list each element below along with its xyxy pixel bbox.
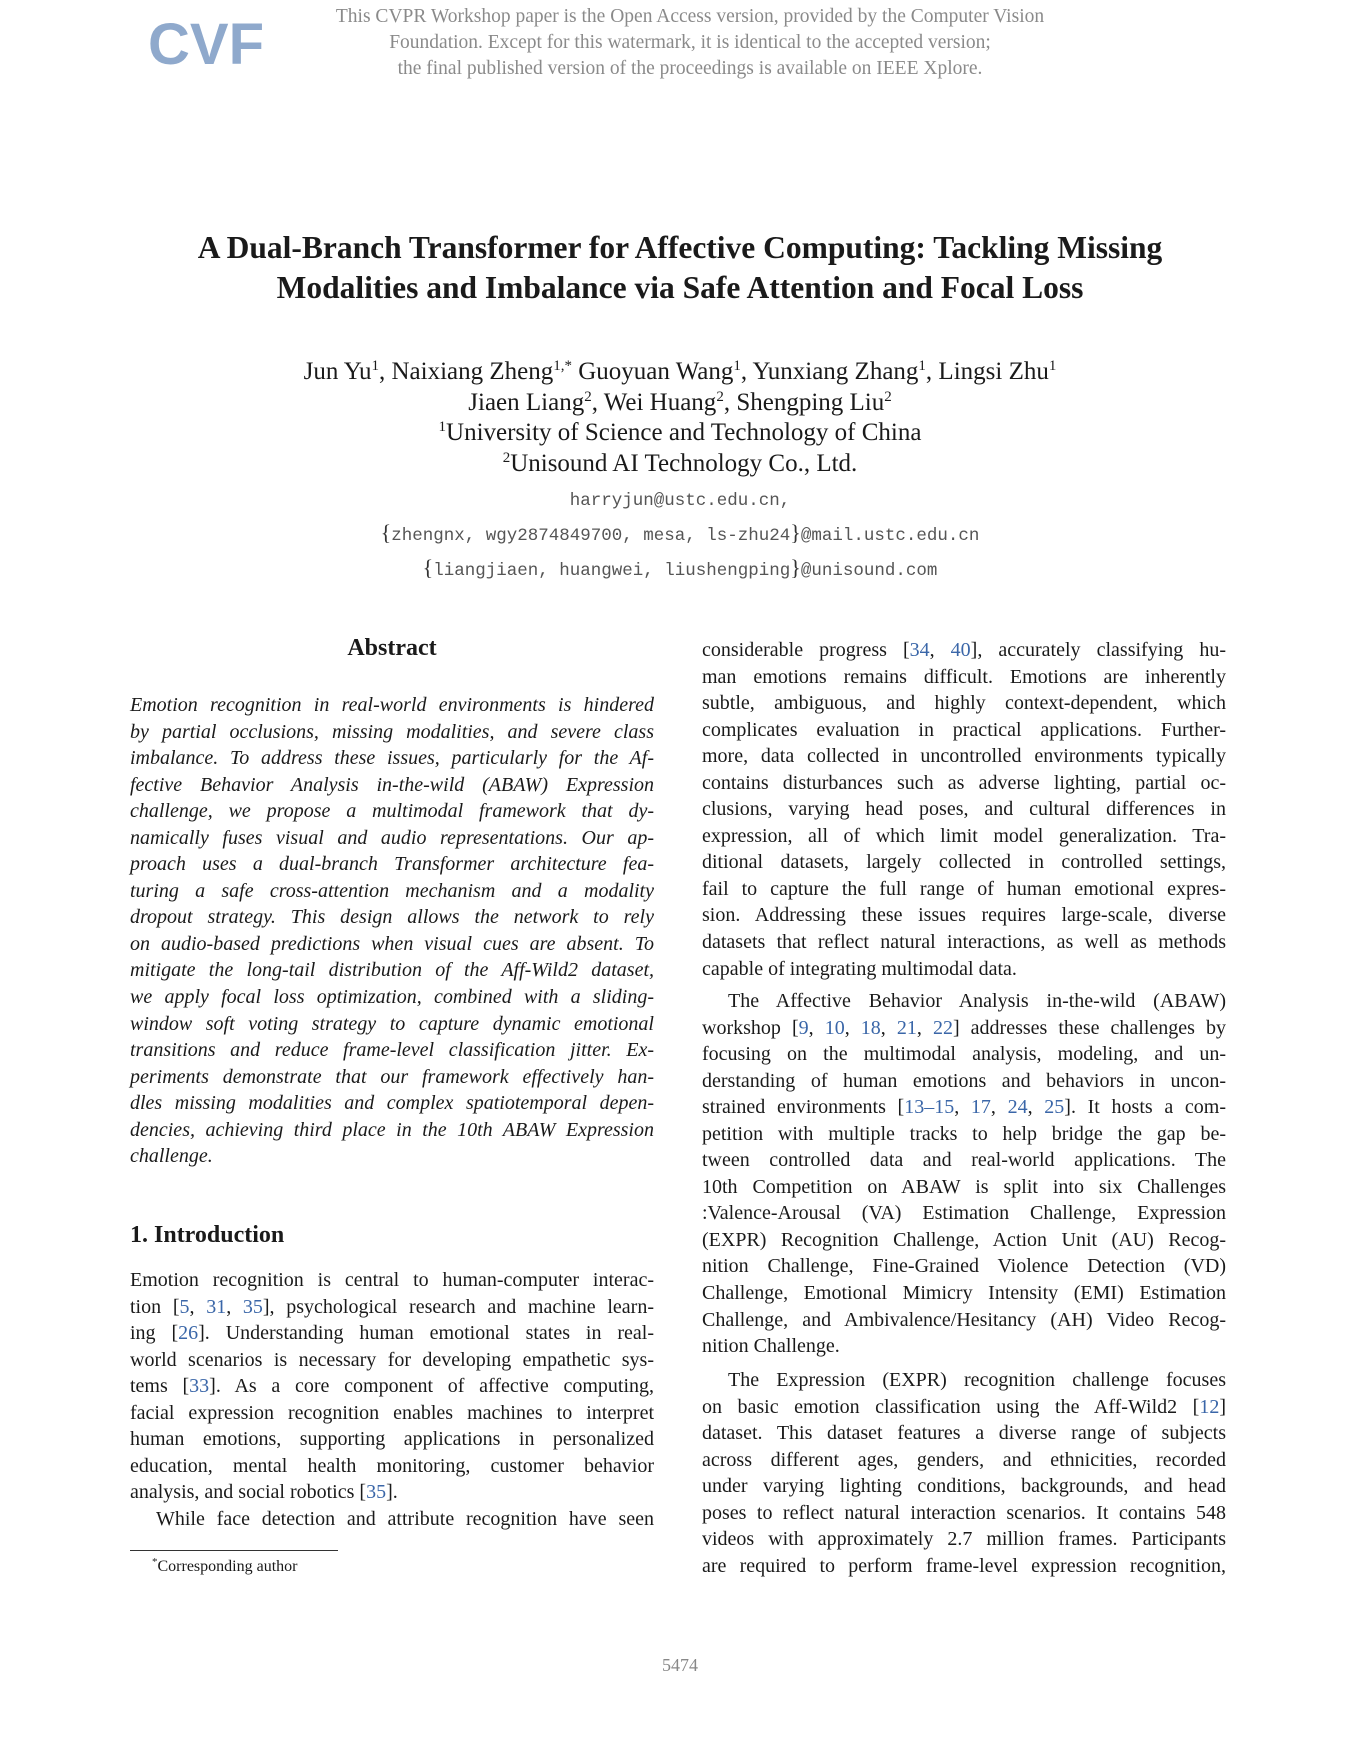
open-access-watermark: [260, 4, 1120, 82]
text-line: While face detection and attribute recognition have seen: [156, 1507, 654, 1530]
page-number: 5474: [662, 1655, 698, 1675]
email-line: {zhengnx, wgy2874849700, mesa, ls-zhu24}@mail.ustc.edu.cn: [380, 520, 980, 546]
text-line: education, mental health monitoring, customer behavior: [130, 1454, 654, 1477]
text-line: man emotions remains difficult. Emotions are inherently: [702, 665, 1226, 688]
email-domain: @mail.ustc.edu.cn: [800, 526, 980, 546]
text-line: mitigate the long-tail distribution of the Aff-Wild2 dataset,: [130, 959, 654, 982]
svg-text:CVF: CVF: [148, 12, 264, 77]
text-line: petition with multiple tracks to help bridge the gap be-: [702, 1122, 1226, 1145]
author-affil-sup: 1: [1048, 358, 1057, 374]
title-line: Modalities and Imbalance via Safe Attention and Focal Loss: [276, 270, 1084, 305]
citation-link[interactable]: 35: [242, 1295, 263, 1318]
text-line: window soft voting strategy to capture dynamic emotional: [130, 1012, 654, 1035]
text-line: poses to reflect natural interaction scenarios. It contains 548: [702, 1501, 1226, 1524]
author-affil-sup: 1: [918, 358, 926, 374]
author-affil-sup: 1: [371, 358, 379, 374]
right-paragraph-3: [702, 1367, 1226, 1579]
abstract-body: [130, 692, 654, 1170]
cvf-logo: [148, 12, 264, 78]
footnote: [152, 1556, 297, 1578]
text-line: workshop [9, 10, 18, 21, 22] addresses these challenges by: [702, 1016, 1227, 1039]
introduction-heading: 1. Introduction: [130, 1222, 285, 1248]
text-line: Emotion recognition in real-world environments is hindered: [130, 694, 654, 716]
citation-link[interactable]: 10: [824, 1016, 845, 1039]
affiliation-name: University of Science and Technology of China: [446, 419, 922, 446]
author-name: Jiaen Liang: [468, 389, 585, 416]
text-line: on basic emotion classification using the Aff-Wild2 [12]: [702, 1395, 1226, 1418]
text-line: turing a safe cross-attention mechanism and a modality: [130, 879, 654, 902]
text-line: imbalance. To address these issues, particularly for the Af-: [130, 747, 654, 770]
affiliation-name: Unisound AI Technology Co., Ltd.: [510, 450, 858, 477]
text-line: subtle, ambiguous, and highly context-dependent, which: [702, 692, 1226, 715]
text-line: focusing on the multimodal analysis, modeling, and un-: [702, 1043, 1226, 1066]
citation-link[interactable]: 24: [1007, 1096, 1028, 1119]
text-line: ditional datasets, largely collected in controlled settings,: [702, 851, 1226, 874]
text-line: dencies, achieving third place in the 10th ABAW Expression: [130, 1118, 654, 1141]
text-line: Challenge, Emotional Mimicry Intensity (EMI) Estimation: [702, 1282, 1226, 1305]
citation-link[interactable]: 13–15: [904, 1096, 955, 1119]
author-name: Jun Yu: [303, 358, 372, 385]
text-line: world scenarios is necessary for developing empathetic sys-: [130, 1348, 654, 1371]
author-name: Shengping Liu: [736, 389, 885, 416]
email-users: liangjiaen, huangwei, liushengping: [433, 561, 791, 581]
citation-link[interactable]: 31: [206, 1295, 227, 1318]
email-line: harryjun@ustc.edu.cn,: [569, 491, 791, 511]
abstract-heading: Abstract: [347, 635, 437, 661]
text-line: videos with approximately 2.7 million frames. Participants: [702, 1528, 1226, 1551]
text-line: :Valence-Arousal (VA) Estimation Challenge, Expression: [702, 1202, 1226, 1225]
watermark-line: This CVPR Workshop paper is the Open Access version, provided by the Computer Vision: [335, 6, 1045, 27]
email-line: {liangjiaen, huangwei, liushengping}@unisound.com: [422, 555, 938, 581]
author-name: Lingsi Zhu: [938, 358, 1049, 385]
author-name: Yunxiang Zhang: [752, 358, 919, 385]
introduction-body: [130, 1267, 654, 1532]
text-line: facial expression recognition enables machines to interpret: [130, 1401, 654, 1424]
affil-sup: 1: [438, 419, 447, 435]
text-line: by partial occlusions, missing modalities, and severe class: [130, 720, 654, 743]
text-line: nition Challenge.: [702, 1335, 840, 1358]
email-domain: @unisound.com: [800, 561, 938, 581]
affiliation-line: [0, 448, 1360, 479]
author-line: Jiaen Liang$^2$, Wei Huang$^2$, Shengping Liu$^2$: [468, 389, 892, 416]
author-affil-sup: 2: [884, 389, 892, 405]
email-list: [0, 486, 1360, 587]
text-line: dataset. This dataset features a diverse range of subjects: [702, 1422, 1226, 1445]
author-affil-sup: 2: [584, 389, 592, 405]
paper-title: [0, 228, 1360, 308]
citation-link[interactable]: 40: [950, 639, 971, 661]
citation-link[interactable]: 22: [932, 1016, 953, 1039]
text-line: The Expression (EXPR) recognition challenge focuses: [728, 1369, 1226, 1391]
citation-link[interactable]: 21: [896, 1016, 917, 1039]
text-line: (EXPR) Recognition Challenge, Action Unit (AU) Recog-: [702, 1228, 1226, 1251]
affil-sup: 2: [502, 450, 511, 466]
text-line: tween controlled data and real-world applications. The: [702, 1149, 1226, 1172]
author-affil-sup: 2: [716, 389, 724, 405]
text-line: on audio-based predictions when visual cues are absent. To: [130, 932, 654, 955]
text-line: human emotions, supporting applications in personalized: [130, 1428, 654, 1451]
text-line: strained environments [13–15, 17, 24, 25]. It hosts a com-: [702, 1096, 1226, 1119]
text-line: fective Behavior Analysis in-the-wild (ABAW) Expression: [130, 773, 654, 796]
watermark-line: the final published version of the proceedings is available on IEEE Xplore.: [397, 58, 983, 79]
citation-link[interactable]: 17: [970, 1096, 991, 1119]
text-line: we apply focal loss optimization, combined with a sliding-: [130, 986, 654, 1009]
text-line: ing [26]. Understanding human emotional states in real-: [130, 1322, 654, 1345]
text-line: sion. Addressing these issues requires large-scale, diverse: [702, 904, 1226, 927]
text-line: expression, all of which limit model generalization. Tra-: [702, 824, 1226, 847]
text-line: across different ages, genders, and ethnicities, recorded: [702, 1448, 1226, 1471]
text-line: 10th Competition on ABAW is split into six Challenges: [702, 1175, 1226, 1198]
text-line: nition Challenge, Fine-Grained Violence Detection (VD): [702, 1255, 1226, 1278]
right-paragraph-1: [702, 637, 1226, 982]
author-name: Guoyuan Wang: [578, 358, 734, 385]
author-name: Wei Huang: [603, 389, 717, 416]
text-line: proach uses a dual-branch Transformer architecture fea-: [130, 853, 654, 876]
email-users: zhengnx, wgy2874849700, mesa, ls-zhu24: [391, 526, 791, 546]
author-affil-sup: 1: [733, 358, 741, 374]
right-paragraph-2: [702, 988, 1226, 1360]
citation-link[interactable]: 25: [1044, 1096, 1065, 1119]
text-line: fail to capture the full range of human emotional expres-: [702, 877, 1226, 900]
text-line: dles missing modalities and complex spatiotemporal depen-: [130, 1092, 654, 1115]
text-line: capable of integrating multimodal data.: [702, 957, 1017, 980]
cvf-logo-icon: [148, 12, 264, 78]
title-line: A Dual-Branch Transformer for Affective Computing: Tackling Missing: [197, 230, 1163, 265]
citation-link[interactable]: 35: [366, 1481, 387, 1504]
text-line: challenge, we propose a multimodal framework that dy-: [130, 800, 654, 823]
text-line: dropout strategy. This design allows the network to rely: [130, 906, 654, 929]
text-line: more, data collected in uncontrolled environments typically: [702, 745, 1226, 768]
text-line: tion [5, 31, 35], psychological research and machine learn-: [130, 1295, 655, 1318]
watermark-line: Foundation. Except for this watermark, it is identical to the accepted version;: [389, 32, 991, 53]
text-line: contains disturbances such as adverse lighting, partial oc-: [702, 771, 1226, 794]
text-line: Challenge, and Ambivalence/Hesitancy (AH) Video Recog-: [702, 1308, 1226, 1331]
text-line: complicates evaluation in practical applications. Further-: [702, 718, 1226, 741]
text-line: Emotion recognition is central to human-computer interac-: [130, 1269, 654, 1291]
citation-link[interactable]: 18: [860, 1016, 881, 1039]
author-name: Naixiang Zheng: [391, 358, 554, 385]
citation-link[interactable]: 34: [909, 639, 930, 661]
citation-link[interactable]: 33: [189, 1375, 210, 1398]
text-line: derstanding of human emotions and behaviors in uncon-: [702, 1069, 1226, 1092]
author-affil-sup: 1,*: [553, 358, 572, 374]
footnote-text: Corresponding author: [157, 1558, 298, 1575]
text-line: clusions, varying head poses, and cultural differences in: [702, 798, 1226, 821]
text-line: under varying lighting conditions, backgrounds, and head: [702, 1475, 1226, 1498]
text-line: tems [33]. As a core component of affective computing,: [130, 1375, 654, 1398]
citation-link[interactable]: 26: [178, 1322, 199, 1345]
text-line: namically fuses visual and audio representations. Our ap-: [130, 826, 654, 849]
author-list: [0, 356, 1360, 418]
text-line: transitions and reduce frame-level classification jitter. Ex-: [130, 1039, 654, 1062]
text-line: The Affective Behavior Analysis in-the-wild (ABAW): [728, 990, 1226, 1012]
text-line: challenge.: [130, 1145, 213, 1168]
text-line: datasets that reflect natural interactions, as well as methods: [702, 931, 1226, 954]
text-line: considerable progress [34, 40], accurately classifying hu-: [702, 639, 1226, 661]
footnote-rule: [130, 1550, 338, 1551]
citation-link[interactable]: 9: [798, 1016, 809, 1039]
author-line: Jun Yu$^1$, Naixiang Zheng$^{1,*}$ Guoyuan Wang$^1$, Yunxiang Zhang$^1$, Lingsi Zhu$^1$: [303, 358, 1057, 385]
citation-link[interactable]: 12: [1199, 1395, 1220, 1418]
text-line: periments demonstrate that our framework effectively han-: [130, 1065, 654, 1088]
citation-link[interactable]: 5: [179, 1295, 190, 1318]
affiliation-list: [0, 417, 1360, 479]
text-line: analysis, and social robotics [35].: [130, 1481, 398, 1504]
footnote-marker: *: [152, 1556, 158, 1568]
text-line: are required to perform frame-level expression recognition,: [702, 1554, 1226, 1577]
affiliation-line: [0, 417, 1360, 448]
